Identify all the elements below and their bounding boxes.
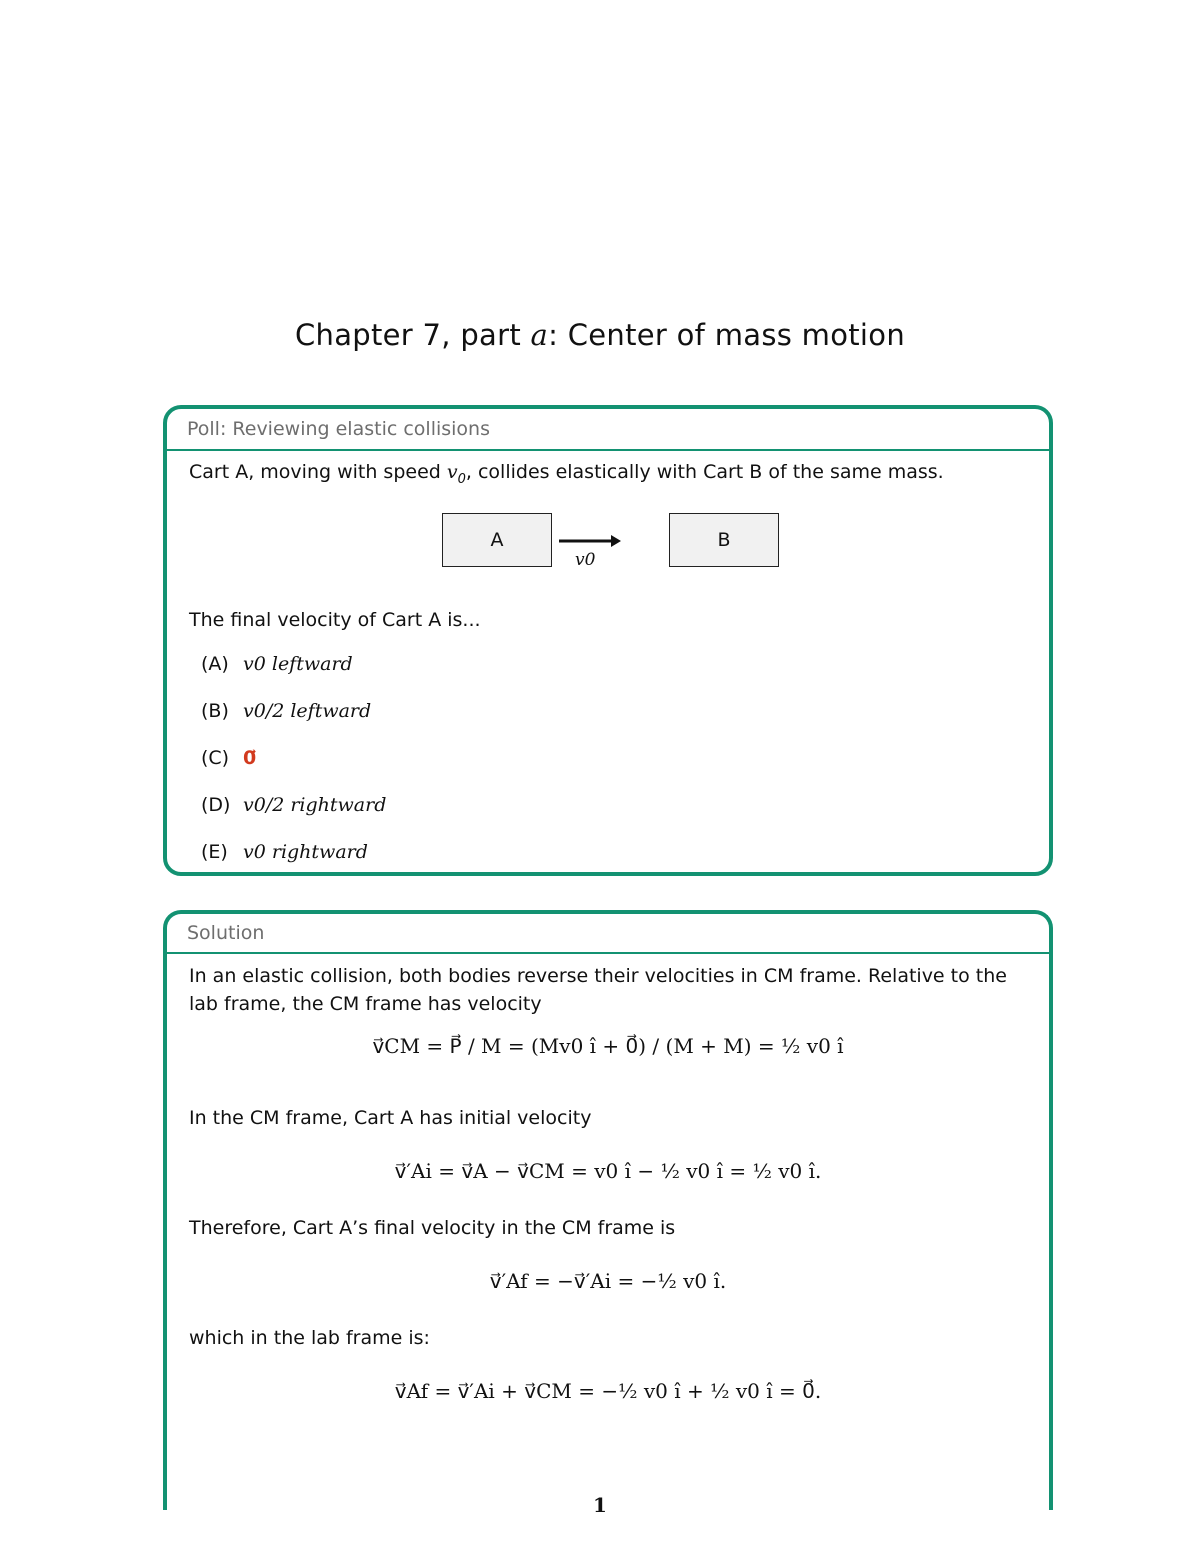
velocity-label: v0	[575, 550, 596, 570]
poll-box	[163, 405, 1053, 876]
equation-final-cm: v⃗′Af = −v⃗′Ai = −½ v0 î.	[489, 1269, 727, 1293]
cart-b: B	[669, 513, 779, 567]
equation-final-lab: v⃗Af = v⃗′Ai + v⃗CM = −½ v0 î + ½ v0 î = 0⃗.	[394, 1379, 822, 1403]
poll-intro: Cart A, moving with speed $v_0$, collides elastically with Cart B of the same mass.	[189, 461, 944, 487]
option-a: (A) v0 leftward	[201, 653, 353, 675]
solution-paragraph-4: which in the lab frame is:	[189, 1327, 430, 1349]
velocity-arrow	[555, 527, 625, 573]
poll-header: Poll: Reviewing elastic collisions	[167, 409, 1049, 451]
page-title: Chapter 7, part a: Center of mass motion	[294, 318, 906, 352]
solution-paragraph-1: In an elastic collision, both bodies reverse their velocities in CM frame. Relative to the lab frame, the CM frame has velocity	[189, 965, 1007, 1015]
equation-initial-velocity: v⃗′Ai = v⃗A − v⃗CM = v0 î − ½ v0 î = ½ v0 î.	[394, 1159, 822, 1183]
cart-a: A	[442, 513, 552, 567]
option-c: (C) 0⃗	[201, 747, 257, 769]
solution-box	[163, 910, 1053, 1510]
option-b: (B) v0/2 leftward	[201, 700, 372, 722]
poll-question: The final velocity of Cart A is...	[189, 609, 481, 631]
solution-paragraph-3: Therefore, Cart A’s final velocity in the CM frame is	[189, 1217, 676, 1239]
solution-paragraph-2: In the CM frame, Cart A has initial velocity	[189, 1107, 592, 1129]
option-d: (D) v0/2 rightward	[201, 794, 387, 816]
equation-vcm: v⃗CM = P⃗ / M = (Mv0 î + 0⃗) / (M + M) = ½ v0 î	[372, 1034, 844, 1058]
page-number: 1	[593, 1493, 607, 1517]
solution-header: Solution	[167, 914, 1049, 954]
option-e: (E) v0 rightward	[201, 841, 368, 863]
